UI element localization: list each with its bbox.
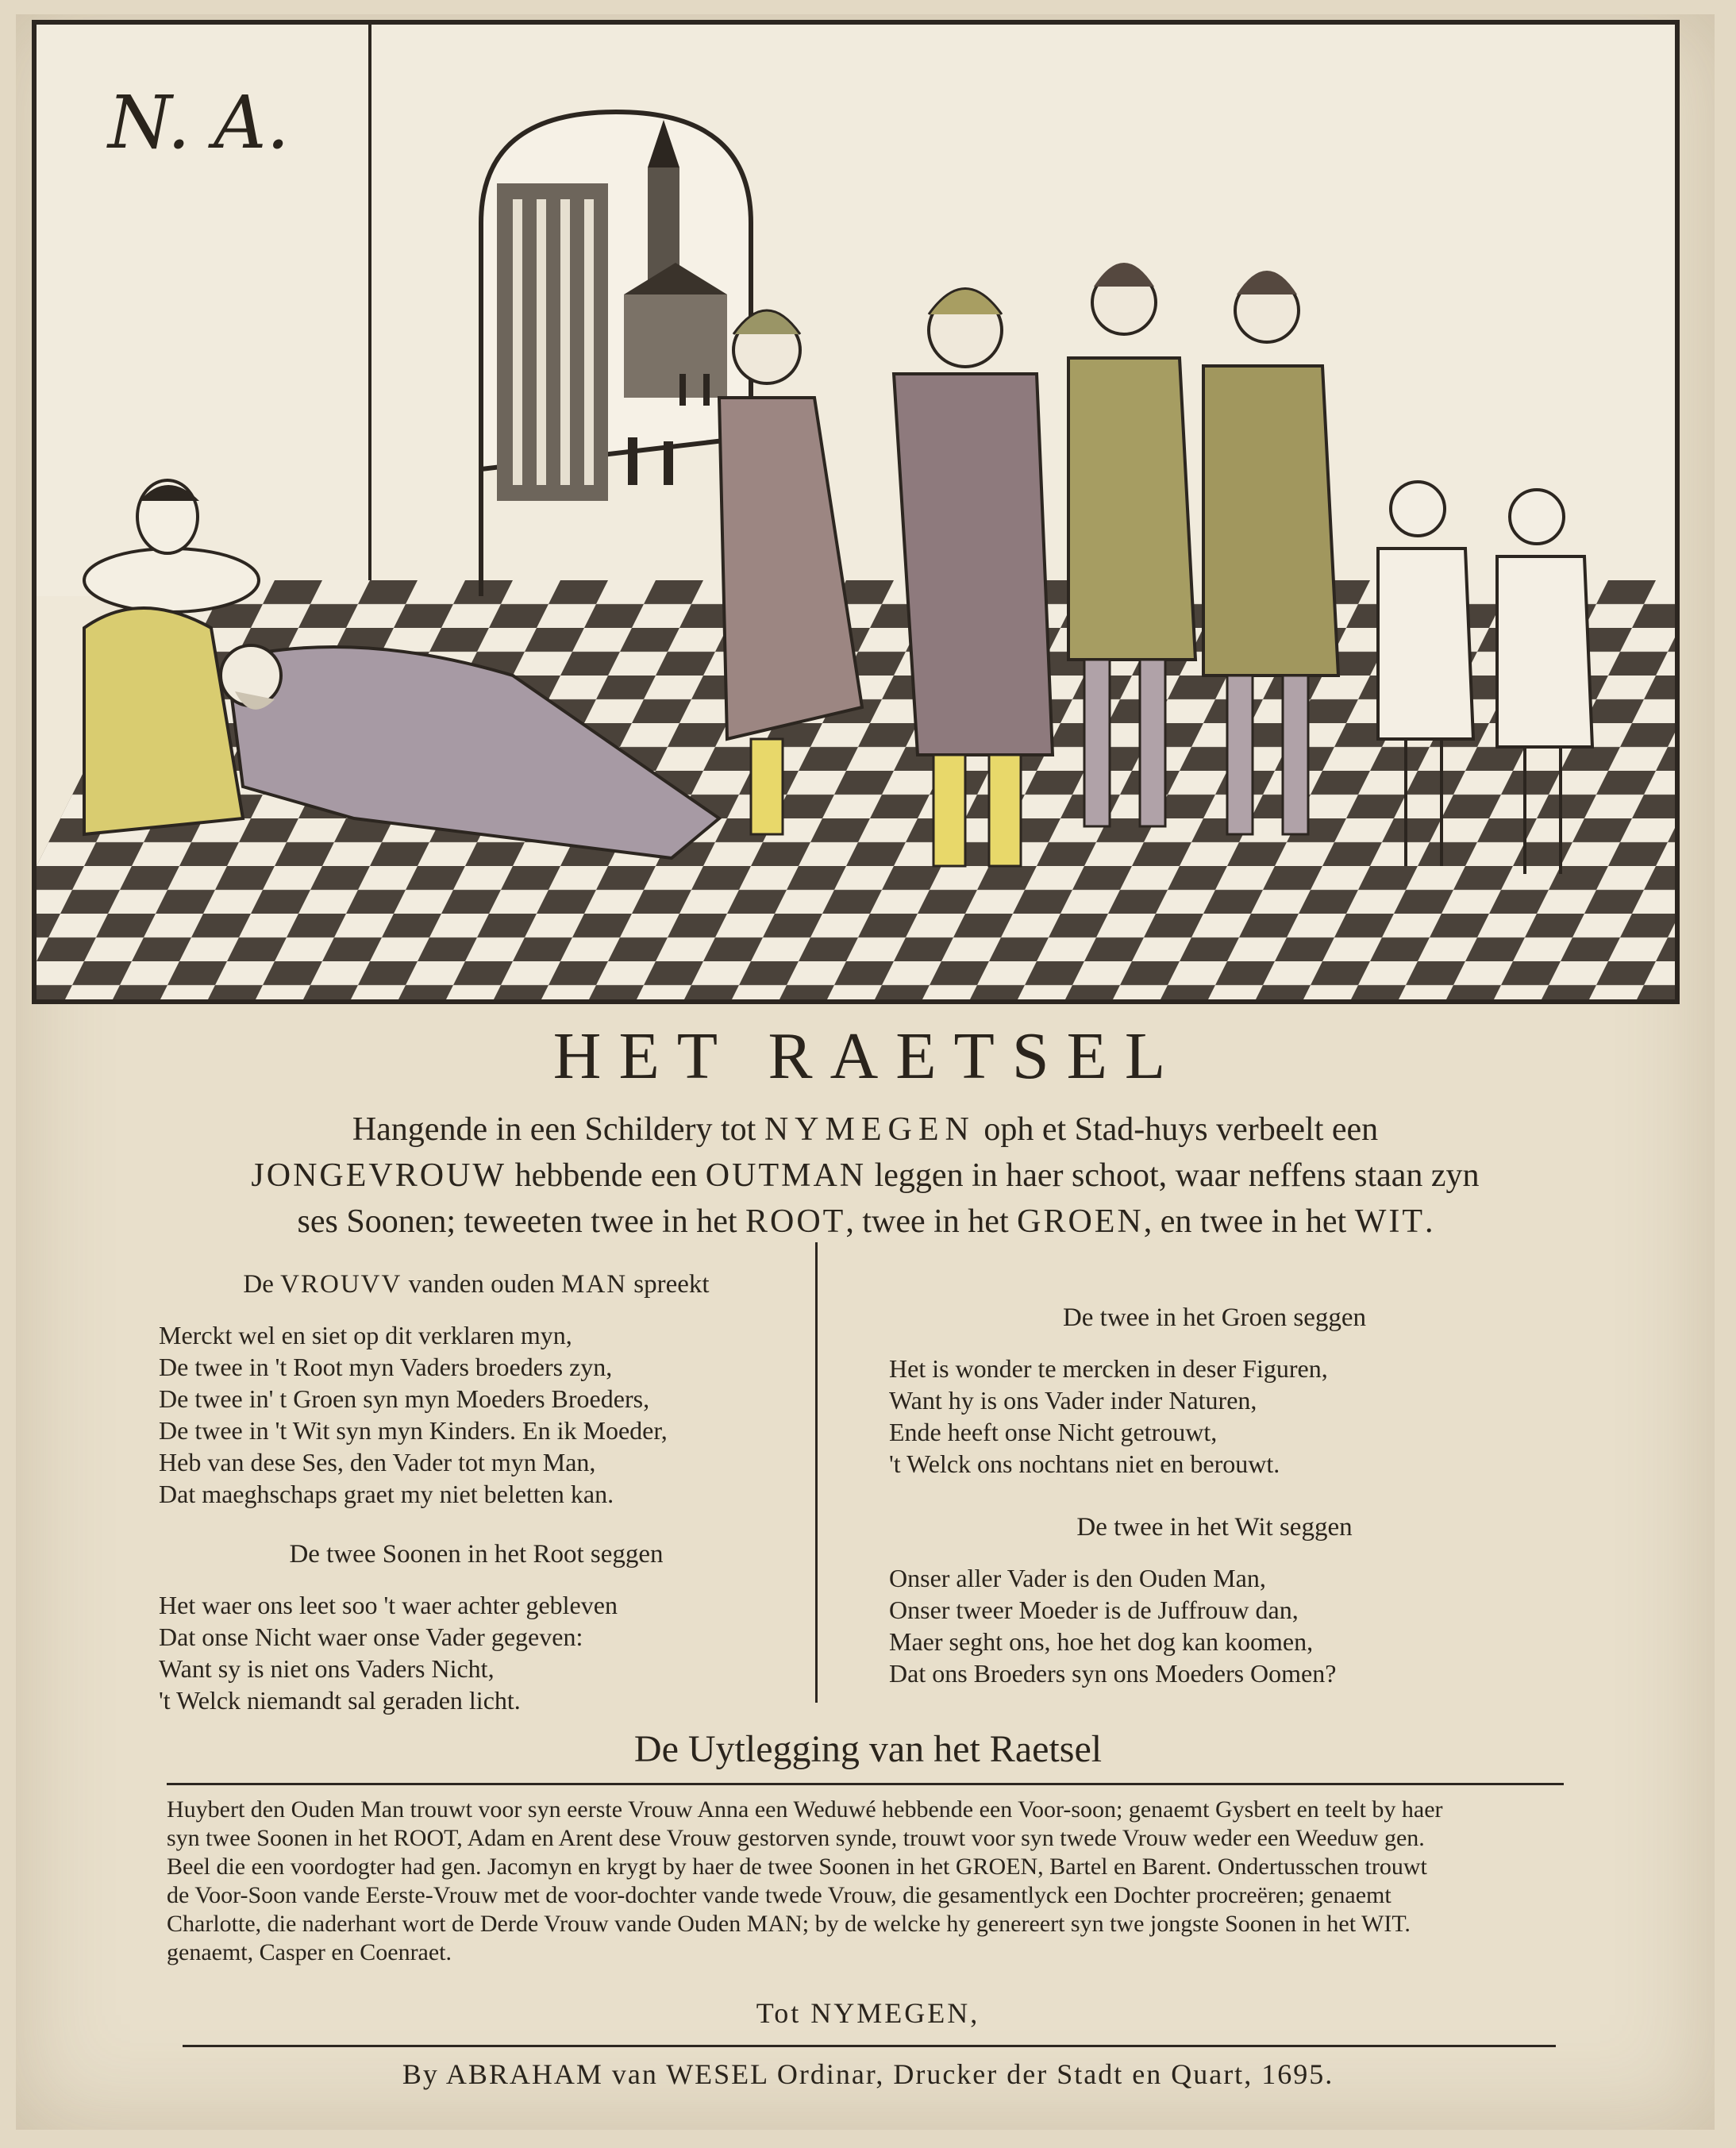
explanation-line: Beel die een voordogter had gen. Jacomyn en krygt by haer de twee Soonen in het GROEN, Bartel en Barent. Ondertusschen trouwt (167, 1854, 1427, 1880)
verse-line: Want hy is ons Vader inder Naturen, (889, 1386, 1257, 1415)
poster-title: HET RAETSEL (552, 1019, 1184, 1093)
explanation-line: syn twee Soonen in het ROOT, Adam en Arent dese Vrouw gestorven synde, trouwt voor syn twede Vrouw weder een Weeduw gen. (167, 1825, 1425, 1851)
printer-imprint: By ABRAHAM van WESEL Ordinar, Drucker der Stadt en Quart, 1695. (402, 2058, 1334, 2090)
verse-line: Merckt wel en siet op dit verklaren myn, (159, 1321, 572, 1349)
verse-line: Dat onse Nicht waer onse Vader gegeven: (159, 1623, 583, 1651)
place-of-printing: Tot NYMEGEN, (756, 1997, 980, 2029)
explanation-line: de Voor-Soon vande Eerste-Vrouw met de voor-dochter vande twede Vrouw, die gesamentlyck een Dochter procreëren; genaemt (167, 1882, 1391, 1908)
verse-heading-sons-white: De twee in het Wit seggen (1076, 1513, 1353, 1542)
verse-heading-woman: De VROUVV vanden ouden MAN spreekt (243, 1270, 710, 1299)
woodcut-scene (37, 25, 1675, 999)
explanation-line: Charlotte, die naderhant wort de Derde Vrouw vande Ouden MAN; by de welcke hy genereert syn twe jongste Soonen in het WIT. (167, 1911, 1411, 1937)
verse-line: De twee in 't Wit syn myn Kinders. En ik Moeder, (159, 1416, 668, 1445)
verse-line: Ende heeft onse Nicht getrouwt, (889, 1418, 1218, 1446)
subtitle-line-1: Hangende in een Schildery tot NYMEGEN oph et Stad-huys verbeelt een (352, 1111, 1379, 1148)
verse-line: Het waer ons leet soo 't waer achter gebleven (159, 1591, 618, 1619)
verse-heading-sons-green: De twee in het Groen seggen (1062, 1303, 1367, 1332)
verse-line: De twee in 't Root myn Vaders broeders zyn, (159, 1353, 613, 1381)
verse-heading-sons-red: De twee Soonen in het Root seggen (289, 1540, 664, 1569)
left-verse-column (159, 1268, 794, 1716)
verse-line: Heb van dese Ses, den Vader tot myn Man, (159, 1448, 596, 1476)
column-divider (815, 1242, 818, 1703)
imprint-rule (183, 2045, 1556, 2047)
verse-line: 't Welck ons nochtans niet en berouwt. (889, 1449, 1280, 1478)
verse-line: De twee in' t Groen syn myn Moeders Broeders, (159, 1384, 650, 1413)
monogram: N. A. (108, 80, 290, 165)
explanation-line: Huybert den Ouden Man trouwt voor syn eerste Vrouw Anna een Weduwé hebbende een Voor-soon; genaemt Gysbert en teelt by haer (167, 1796, 1443, 1823)
verse-line: Dat maeghschaps graet my niet beletten kan. (159, 1480, 614, 1508)
verse-line: Maer seght ons, hoe het dog kan koomen, (889, 1627, 1314, 1656)
subtitle-line-3: ses Soonen; teweeten twee in het ROOT, twee in het GROEN, en twee in het WIT. (297, 1203, 1434, 1240)
explanation-top-rule (167, 1783, 1564, 1785)
woodcut-illustration (32, 20, 1680, 1004)
right-verse-column (889, 1302, 1540, 1689)
verse-line: Onser aller Vader is den Ouden Man, (889, 1564, 1266, 1592)
verse-line: Onser tweer Moeder is de Juffrouw dan, (889, 1596, 1299, 1624)
verse-line: Dat ons Broeders syn ons Moeders Oomen? (889, 1659, 1337, 1688)
verse-line: 't Welck niemandt sal geraden licht. (159, 1686, 521, 1715)
subtitle (127, 1107, 1603, 1245)
verse-line: Het is wonder te mercken in deser Figuren, (889, 1354, 1328, 1383)
verse-line: Want sy is niet ons Vaders Nicht, (159, 1654, 495, 1683)
explanation-text (167, 1796, 1564, 1967)
subtitle-line-2: JONGEVROUW hebbende een OUTMAN leggen in haer schoot, waar neffens staan zyn (251, 1157, 1480, 1194)
explanation-line: genaemt, Casper en Coenraet. (167, 1939, 452, 1965)
explanation-heading: De Uytlegging van het Raetsel (633, 1728, 1103, 1770)
